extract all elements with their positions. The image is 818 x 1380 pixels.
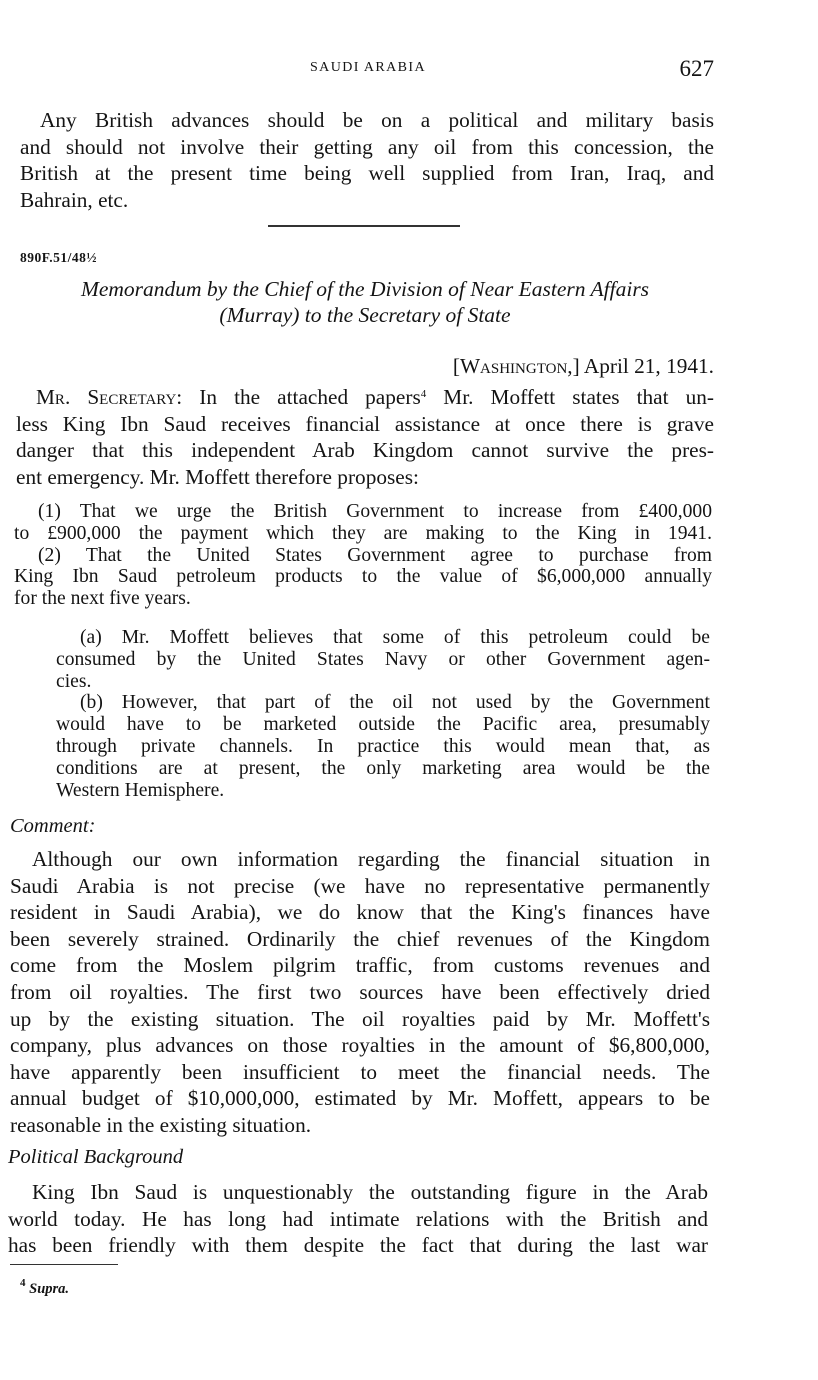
proposal-line: King Ibn Saud petroleum products to the value of $6,000,000 annually [14, 566, 712, 588]
text-line: King Ibn Saud is unquestionably the outstanding figure in the Arab [32, 1180, 708, 1204]
text-line: reasonable in the existing situation. [10, 1112, 312, 1137]
salutation: Mr. Secretary: [36, 385, 183, 409]
dateline [453, 354, 714, 379]
comment-paragraph [10, 846, 710, 1139]
dateline-date: April 21, 1941. [579, 354, 714, 378]
footnote-text: Supra. [29, 1281, 70, 1297]
text-line: come from the Moslem pilgrim traffic, from customs revenues and [10, 953, 710, 978]
text-line: from oil royalties. The first two sources have been effectively dried [10, 979, 710, 1004]
text-line: British at the present time being well supplied from Iran, Iraq, and [20, 161, 714, 186]
text-line: Saudi Arabia is not precise (we have no representative permanently [10, 873, 710, 898]
text-line: resident in Saudi Arabia), we do know that the King's finances have [10, 900, 710, 925]
document-title [16, 276, 714, 328]
text-line: have apparently been insufficient to meet the financial needs. The [10, 1059, 710, 1084]
text-line: been severely strained. Ordinarily the chief revenues of the Kingdom [10, 926, 710, 951]
subpoint-line: (b) However, that part of the oil not used by the Government [80, 692, 710, 714]
subpoint-line: would have to be marketed outside the Pacific area, presumably [56, 714, 710, 736]
proposal-line: for the next five years. [14, 588, 191, 610]
subpoint-line: through private channels. In practice this would mean that, as [56, 735, 710, 757]
title-line: (Murray) to the Secretary of State [219, 303, 511, 327]
comment-heading: Comment: [10, 815, 96, 837]
dateline-place: [Washington,] [452, 354, 580, 378]
subpoints-list [56, 627, 710, 801]
proposals-list [14, 501, 712, 610]
intro-paragraph [20, 107, 714, 213]
proposal-line: to £900,000 the payment which they are making to the King in 1941. [14, 522, 712, 544]
section-divider [268, 225, 460, 227]
footnote-marker: 4 [20, 1277, 26, 1289]
text-line: Any British advances should be on a political and military basis [40, 108, 714, 132]
opening-paragraph [16, 381, 714, 490]
page-number: 627 [679, 56, 714, 81]
subpoint-line: conditions are at present, the only marketing area would be the [56, 757, 710, 779]
text-line: ent emergency. Mr. Moffett therefore proposes: [16, 464, 419, 489]
text-line: Mr. Secretary: In the attached papers$^4$ Mr. Moffett states that un- [36, 385, 714, 409]
political-background-paragraph [8, 1179, 708, 1259]
text-line: Bahrain, etc. [20, 187, 129, 212]
text-line: has been friendly with them despite the fact that during the last war [8, 1233, 708, 1258]
proposal-line: (1) That we urge the British Government to increase from £400,000 [38, 501, 712, 522]
subpoint-line: cies. [56, 670, 92, 692]
text-line: danger that this independent Arab Kingdom cannot survive the pres- [16, 438, 714, 463]
text-line: annual budget of $10,000,000, estimated by Mr. Moffett, appears to be [10, 1086, 710, 1111]
subpoint-line: consumed by the United States Navy or other Government agen- [56, 648, 710, 670]
subpoint-line: Western Hemisphere. [56, 779, 225, 801]
running-title: SAUDI ARABIA [310, 60, 426, 75]
text-line: company, plus advances on those royalties in the amount of $6,800,000, [10, 1033, 710, 1058]
footnote [20, 1277, 69, 1298]
footnote-rule [10, 1264, 118, 1265]
proposal-line: (2) That the United States Government agree to purchase from [38, 544, 712, 566]
text-line: and should not involve their getting any oil from this concession, the [20, 134, 714, 159]
text-line: world today. He has long had intimate relations with the British and [8, 1206, 708, 1231]
file-reference: 890F.51/48½ [20, 250, 98, 265]
text-line: up by the existing situation. The oil royalties paid by Mr. Moffett's [10, 1006, 710, 1031]
text-line: Although our own information regarding the financial situation in [32, 847, 710, 871]
political-background-heading: Political Background [8, 1146, 184, 1168]
text-line: less King Ibn Saud receives financial assistance at once there is grave [16, 411, 714, 436]
subpoint-line: (a) Mr. Moffett believes that some of this petroleum could be [80, 627, 710, 648]
title-line: Memorandum by the Chief of the Division of Near Eastern Affairs [80, 277, 650, 301]
footnote-reference: 4 [420, 388, 427, 400]
